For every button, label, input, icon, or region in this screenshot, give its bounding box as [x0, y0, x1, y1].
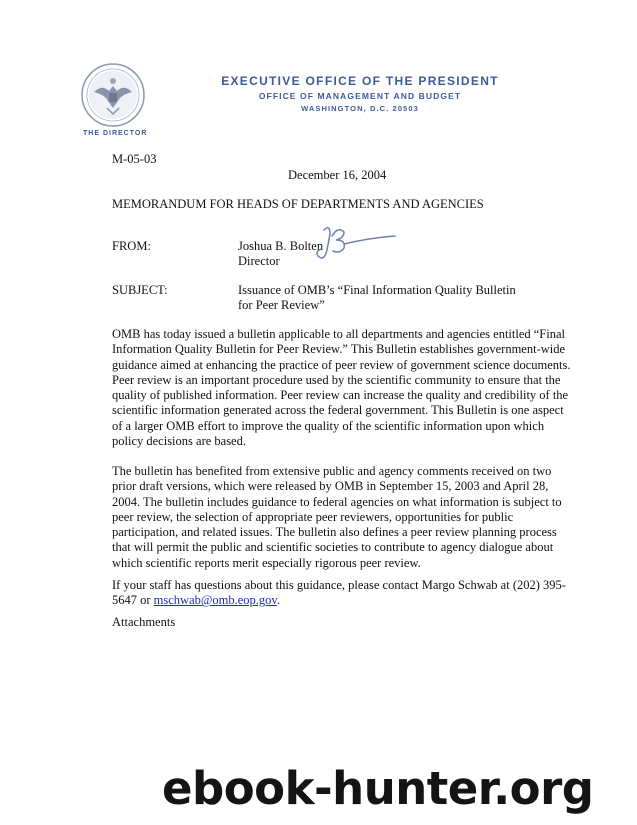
- paragraph-line: The bulletin has benefited from extensive public and agency comments received on two: [112, 464, 552, 478]
- letterhead: [200, 74, 520, 113]
- paragraph-2: [112, 464, 582, 571]
- paragraph-line: OMB has today issued a bulletin applicable to all departments and agencies entitled “Final: [112, 327, 566, 341]
- paragraph-line: quality of published information. Peer review can increase the quality and credibility of the: [112, 388, 569, 403]
- subject-label: SUBJECT:: [112, 283, 168, 297]
- letterhead-address: WASHINGTON, D.C. 20503: [301, 104, 419, 113]
- watermark: ebook-hunter.org: [162, 762, 594, 815]
- email-link[interactable]: mschwab@omb.eop.gov: [153, 593, 277, 608]
- paragraph-line: Information Quality Bulletin for Peer Review.” This Bulletin establishes government-wide: [112, 342, 566, 357]
- paragraph-line: which scientific reports merit especially rigorous peer review.: [112, 555, 421, 570]
- paragraph-line: prior draft versions, which were released by OMB in September 15, 2003 and April 28,: [112, 479, 549, 494]
- from-title: Director: [238, 254, 280, 268]
- letterhead-office: OFFICE OF MANAGEMENT AND BUDGET: [258, 91, 462, 101]
- from-label: FROM:: [112, 239, 151, 253]
- paragraph-line: If your staff has questions about this guidance, please contact Margo Schwab at (202) 395-: [112, 578, 566, 592]
- paragraph-line: peer review, the selection of appropriate peer reviewers, opportunities for public: [112, 509, 514, 524]
- subject-line-2: for Peer Review”: [238, 298, 325, 312]
- letterhead-title: EXECUTIVE OFFICE OF THE PRESIDENT: [221, 74, 499, 88]
- paragraph-1: [112, 327, 582, 449]
- paragraph-line: scientific information generated across the federal government. This Bulletin is one aspect: [112, 403, 564, 418]
- paragraph-line: guidance aimed at enhancing the practice of peer review of government science documents.: [112, 357, 571, 372]
- paragraph-line: 2004. The bulletin includes guidance to federal agencies on what information is subject to: [112, 494, 562, 509]
- paragraph-line: that will permit the public and scientific societies to contribute to agency dialogue about: [112, 540, 554, 555]
- paragraph-line: participation, and related issues. The bulletin also defines a peer review planning process: [112, 525, 557, 540]
- memo-number: M-05-03: [112, 152, 157, 166]
- paragraph-line: Peer review is an important procedure used by the scientific community to ensure that the: [112, 372, 561, 387]
- director-label: THE DIRECTOR: [83, 130, 148, 137]
- paragraph-3: [112, 578, 582, 609]
- paragraph-line: of a larger OMB effort to improve the quality of the scientific information upon which: [112, 418, 545, 433]
- paragraph-line: policy decisions are based.: [112, 434, 246, 449]
- memo-date: December 16, 2004: [288, 168, 387, 182]
- presidential-seal-icon: [80, 62, 146, 128]
- paragraph-line: [112, 593, 582, 608]
- memo-heading: MEMORANDUM FOR HEADS OF DEPARTMENTS AND AGENCIES: [112, 197, 484, 211]
- contact-prefix: 5647 or: [112, 593, 154, 608]
- attachments-label: Attachments: [112, 615, 176, 629]
- from-name: Joshua B. Bolten: [238, 239, 324, 253]
- contact-suffix: .: [276, 593, 280, 608]
- subject-line-1: Issuance of OMB’s “Final Information Quality Bulletin: [238, 283, 516, 297]
- signature-image: [300, 222, 400, 270]
